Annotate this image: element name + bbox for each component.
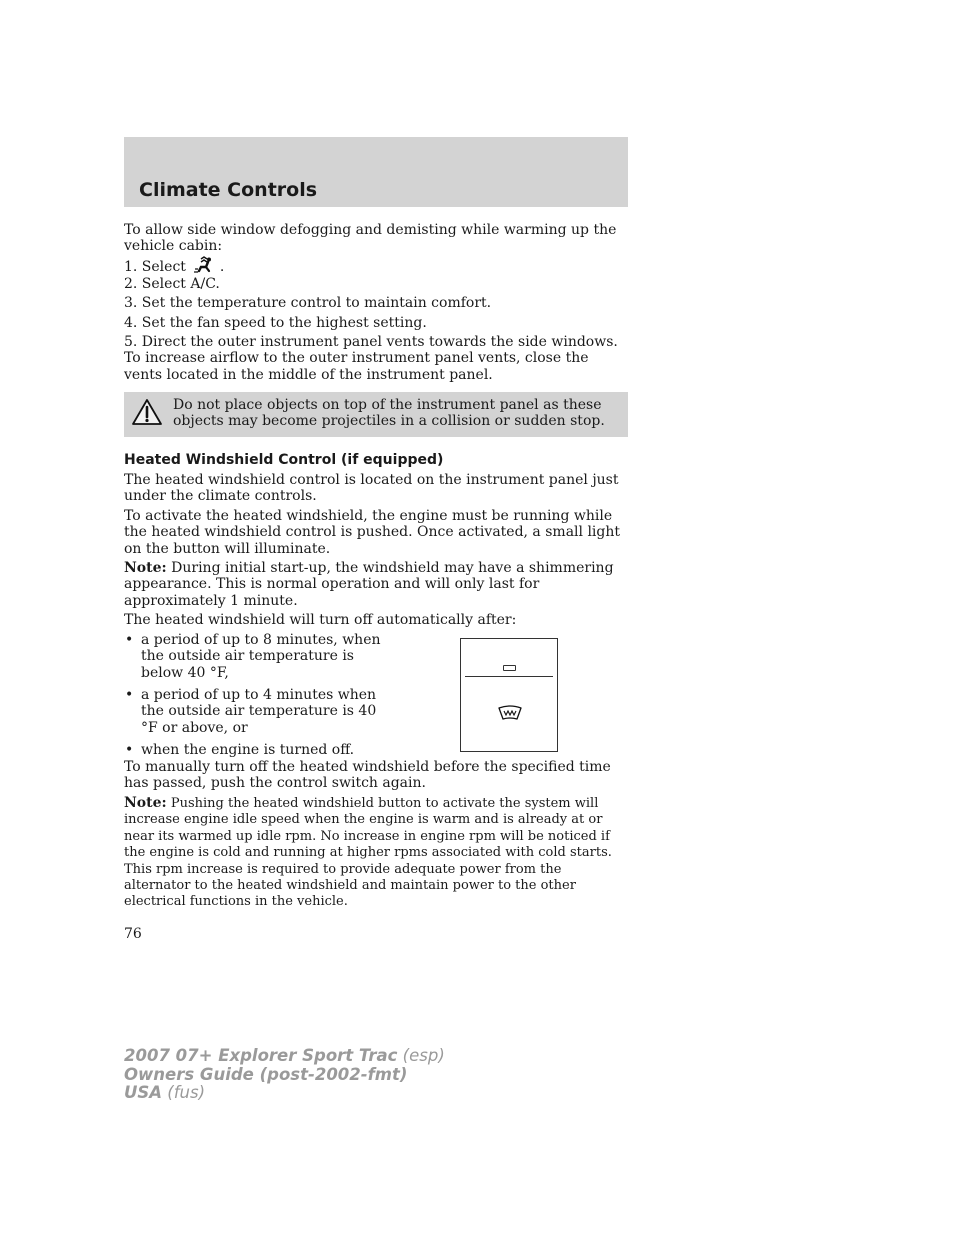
footer-model: 2007 07+ Explorer Sport Trac — [124, 1046, 398, 1065]
note-text: Pushing the heated windshield button to activate the system will increase engine idle speed when the engine is warm and is already at or near its warmed up idle rpm. No increase in engine rpm will be noticed if the engine is cold and running at higher rpms associated with cold starts. This rpm increase is required to provide adequate power from the alternator to the heated windshield and maintain power to the other electrical functions in the vehicle. — [124, 796, 612, 910]
step-1-text: 1. Select — [124, 259, 186, 275]
floor-defrost-mode-icon — [192, 256, 216, 278]
heated-windshield-icon — [497, 705, 523, 725]
step-3: 3. Set the temperature control to maintain comfort. — [124, 295, 492, 311]
list-item — [124, 632, 384, 681]
list-item — [124, 687, 384, 736]
note-label: Note: — [124, 560, 167, 576]
warning-callout — [124, 392, 628, 437]
list-item-text: a period of up to 8 minutes, when the outside air temperature is below 40 °F, — [141, 632, 381, 681]
list-item-text: when the engine is turned off. — [141, 742, 355, 758]
body-paragraph: To manually turn off the heated windshield before the specified time has passed, push the control switch again. — [124, 759, 611, 792]
bullet-marker: • — [125, 742, 134, 758]
heated-windshield-button-illustration — [460, 638, 558, 752]
divider — [465, 676, 553, 677]
indicator-light — [503, 665, 516, 671]
note-text: During initial start-up, the windshield may have a shimmering appearance. This is normal operation and will only last for approximately 1 minute. — [124, 560, 614, 609]
note-paragraph — [124, 560, 629, 609]
footer-model-code: (esp) — [397, 1046, 445, 1065]
step-5: 5. Direct the outer instrument panel vents towards the side windows. To increase airflow to the outer instrument panel vents, close the vents located in the middle of the instrument panel. — [124, 334, 618, 383]
warning-triangle-icon — [131, 398, 163, 430]
list-item-text: a period of up to 4 minutes when the outside air temperature is 40 °F or above, or — [141, 687, 377, 736]
step-4: 4. Set the fan speed to the highest setting. — [124, 315, 427, 331]
warning-text: Do not place objects on top of the instrument panel as these objects may become projectiles in a collision or sudden stop. — [173, 397, 605, 430]
footer-guide: Owners Guide (post-2002-fmt) — [124, 1064, 408, 1084]
footer-market-code: (fus) — [162, 1083, 206, 1103]
step-1 — [124, 256, 629, 278]
bullet-marker: • — [125, 687, 134, 703]
list-item — [124, 742, 384, 758]
page-number: 76 — [124, 926, 142, 942]
page-title: Climate Controls — [139, 179, 318, 201]
body-paragraph: To activate the heated windshield, the engine must be running while the heated windshield control is pushed. Once activated, a small light on the button will illuminate. — [124, 508, 621, 557]
body-paragraph: The heated windshield control is located on the instrument panel just under the climate controls. — [124, 472, 619, 505]
section-subheading: Heated Windshield Control (if equipped) — [124, 452, 444, 468]
bullet-marker: • — [125, 632, 134, 648]
document-footer — [124, 1047, 445, 1103]
footer-market: USA — [124, 1083, 163, 1103]
note-paragraph — [124, 795, 629, 911]
step-2: 2. Select A/C. — [124, 276, 220, 292]
section-header-band — [124, 137, 628, 207]
intro-paragraph: To allow side window defogging and demisting while warming up the vehicle cabin: — [124, 222, 617, 255]
body-paragraph: The heated windshield will turn off automatically after: — [124, 612, 517, 628]
step-1-suffix: . — [219, 259, 225, 275]
note-label: Note: — [124, 795, 167, 811]
